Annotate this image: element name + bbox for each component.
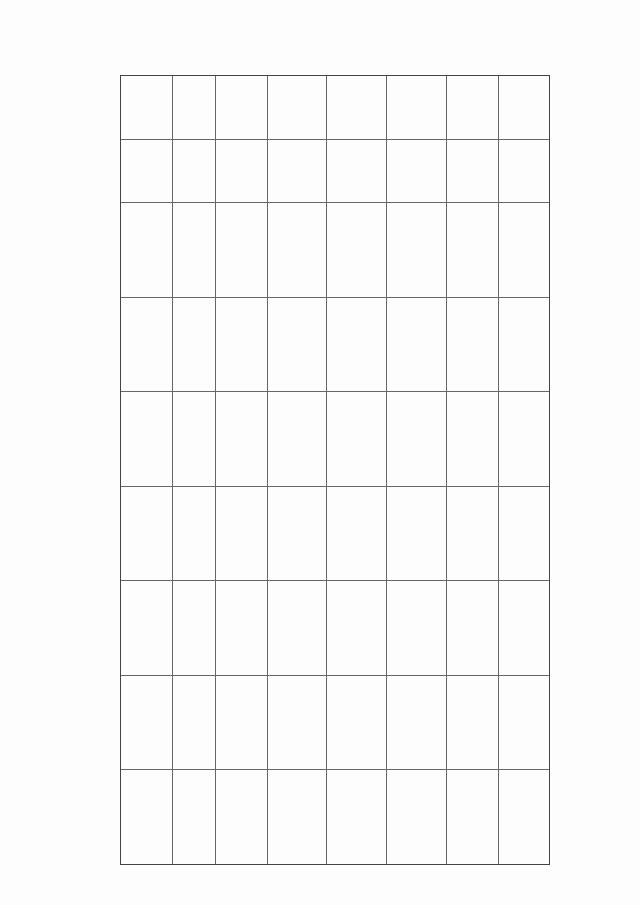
signature-block bbox=[80, 720, 110, 870]
table-column-divider bbox=[267, 76, 268, 864]
table-column-divider bbox=[446, 76, 447, 864]
table-column-divider bbox=[326, 76, 327, 864]
table-row-divider bbox=[121, 202, 549, 203]
table-row-divider bbox=[121, 769, 549, 770]
table-row-divider bbox=[121, 580, 549, 581]
table-row-divider bbox=[121, 486, 549, 487]
table-column-divider bbox=[386, 76, 387, 864]
table-row-divider bbox=[121, 139, 549, 140]
table-column-divider bbox=[172, 76, 173, 864]
table-row-divider bbox=[121, 391, 549, 392]
table-row-divider bbox=[121, 675, 549, 676]
table-row-divider bbox=[121, 297, 549, 298]
table-column-divider bbox=[498, 76, 499, 864]
data-table bbox=[120, 75, 550, 865]
table-column-divider bbox=[215, 76, 216, 864]
